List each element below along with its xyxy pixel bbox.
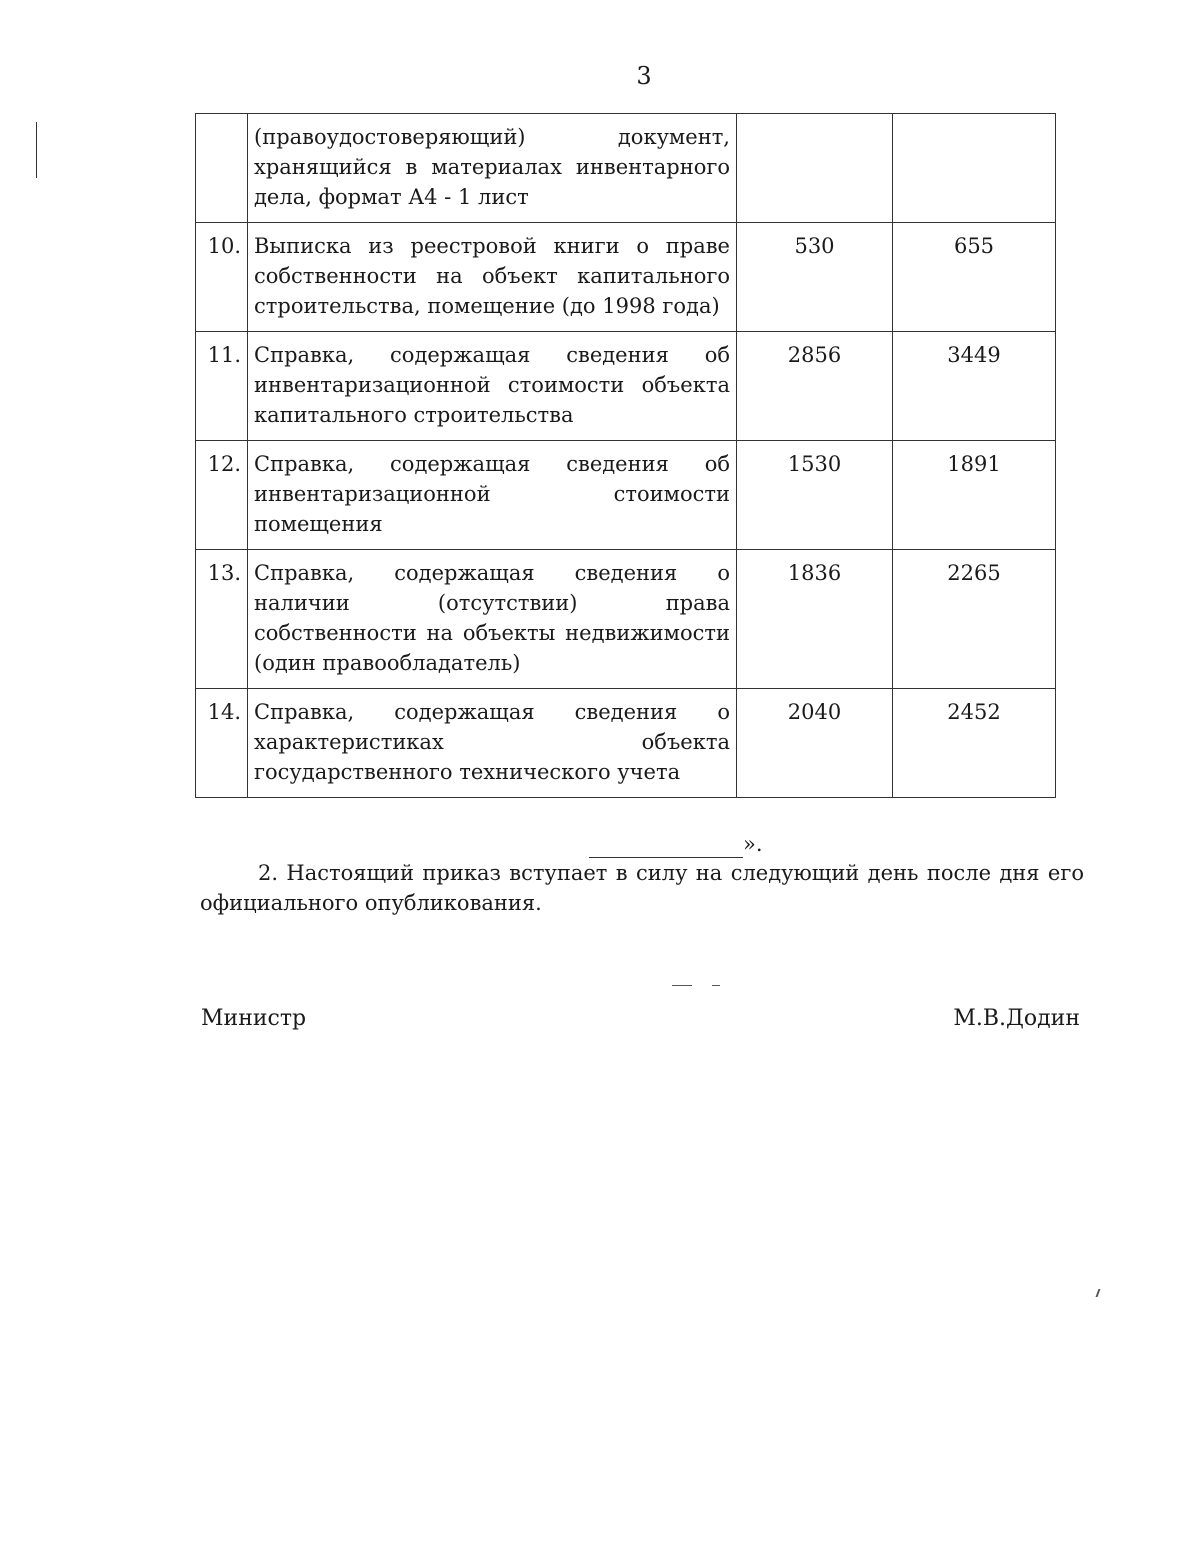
- row-value-2: 655: [893, 223, 1056, 332]
- row-description: (правоудостоверяющий) документ, хранящийся в материалах инвентарного дела, формат А4 - 1 лист: [248, 114, 737, 223]
- row-value-1: [737, 114, 893, 223]
- row-number: [196, 114, 248, 223]
- margin-mark: [36, 122, 37, 178]
- row-value-1: 2040: [737, 689, 893, 798]
- table-row: [196, 441, 1056, 550]
- row-value-1: 530: [737, 223, 893, 332]
- signature-name: М.В.Додин: [953, 1006, 1080, 1031]
- row-description: Справка, содержащая сведения об инвентаризационной стоимости помещения: [248, 441, 737, 550]
- blank-underline: [589, 835, 743, 858]
- row-number: 11.: [196, 332, 248, 441]
- table-row: [196, 550, 1056, 689]
- fee-table: [195, 113, 1056, 798]
- scan-speck: [1096, 1289, 1101, 1297]
- page-number: 3: [636, 62, 652, 90]
- row-number: 13.: [196, 550, 248, 689]
- row-value-1: 1836: [737, 550, 893, 689]
- scan-speck: [672, 985, 692, 986]
- table-row: [196, 689, 1056, 798]
- row-number: 12.: [196, 441, 248, 550]
- table-row: [196, 223, 1056, 332]
- row-description: Справка, содержащая сведения об инвентаризационной стоимости объекта капитального строительства: [248, 332, 737, 441]
- closing-quote-line: [589, 830, 763, 858]
- row-value-2: 1891: [893, 441, 1056, 550]
- row-description: Справка, содержащая сведения о наличии (отсутствии) права собственности на объекты недвижимости (один правообладатель): [248, 550, 737, 689]
- row-value-2: 2265: [893, 550, 1056, 689]
- paragraph-2: 2. Настоящий приказ вступает в силу на следующий день после дня его официального опубликования.: [200, 861, 1084, 915]
- row-value-2: 3449: [893, 332, 1056, 441]
- scan-speck: [712, 985, 720, 986]
- row-number: 14.: [196, 689, 248, 798]
- row-description: Справка, содержащая сведения о характеристиках объекта государственного технического учета: [248, 689, 737, 798]
- row-value-2: [893, 114, 1056, 223]
- table-row: [196, 114, 1056, 223]
- row-value-1: 1530: [737, 441, 893, 550]
- signature-role: Министр: [201, 1006, 307, 1031]
- row-description: Выписка из реестровой книги о праве собственности на объект капитального строительства, помещение (до 1998 года): [248, 223, 737, 332]
- table-row: [196, 332, 1056, 441]
- row-value-1: 2856: [737, 332, 893, 441]
- row-number: 10.: [196, 223, 248, 332]
- row-value-2: 2452: [893, 689, 1056, 798]
- closing-quote: ».: [743, 832, 763, 856]
